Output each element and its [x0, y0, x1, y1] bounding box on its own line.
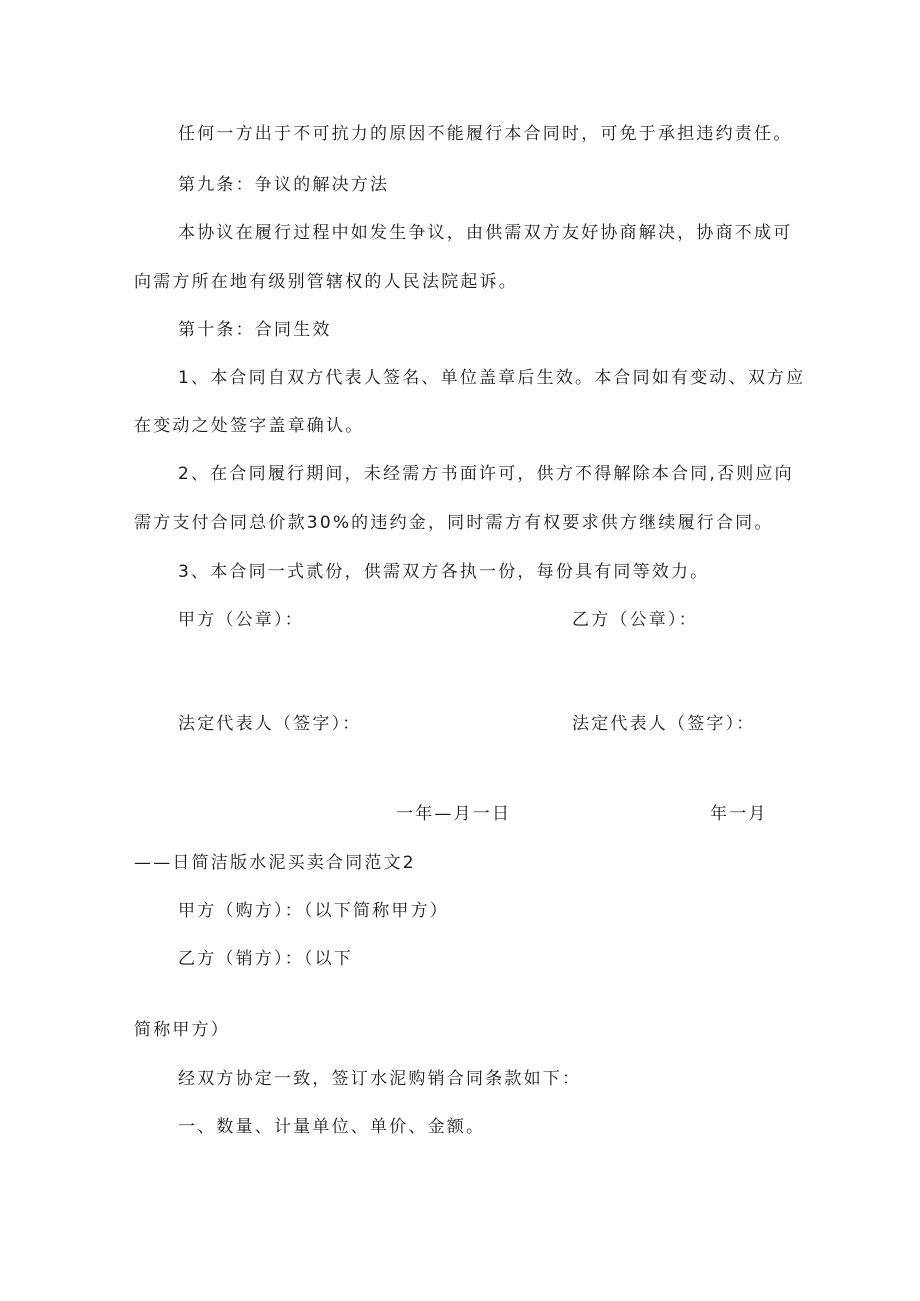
clause-1-line2: 在变动之处签字盖章确认。 — [134, 416, 365, 436]
date-b: 年一月 — [710, 804, 768, 824]
party-a-seal-label: 甲方（公章）： — [178, 610, 304, 630]
paragraph-dispute-line2: 向需方所在地有级别管辖权的人民法院起诉。 — [134, 272, 518, 292]
clause-2-line1: 2、在合同履行期间，未经需方书面许可，供方不得解除本合同,否则应向 — [178, 464, 794, 484]
clause-2-line2: 需方支付合同总价款30%的违约金，同时需方有权要求供方继续履行合同。 — [134, 513, 774, 533]
buyer-line: 甲方（购方）：（以下简称甲方） — [178, 901, 449, 921]
seller-line-continued: 简称甲方） — [134, 1020, 230, 1040]
next-contract-title: ——日简洁版水泥买卖合同范文2 — [134, 853, 416, 873]
date-a: 一年—月一日 — [396, 804, 512, 824]
clause-3: 3、本合同一式贰份，供需双方各执一份，每份具有同等效力。 — [178, 562, 710, 582]
article-10-title: 第十条：合同生效 — [178, 320, 332, 340]
agreement-intro: 经双方协定一致，签订水泥购销合同条款如下： — [178, 1069, 582, 1089]
legal-rep-a-label: 法定代表人（签字）： — [178, 714, 362, 734]
seller-line: 乙方（销方）：（以下 — [178, 949, 353, 969]
legal-rep-b-label: 法定代表人（签字）： — [572, 714, 756, 734]
paragraph-force-majeure: 任何一方出于不可抗力的原因不能履行本合同时，可免于承担违约责任。 — [178, 124, 793, 144]
paragraph-dispute-line1: 本协议在履行过程中如发生争议，由供需双方友好协商解决，协商不成可 — [178, 223, 793, 243]
section-1-title: 一、数量、计量单位、单价、金额。 — [178, 1117, 486, 1137]
clause-1-line1: 1、本合同自双方代表人签名、单位盖章后生效。本合同如有变动、双方应 — [178, 368, 806, 388]
article-9-title: 第九条：争议的解决方法 — [178, 175, 390, 195]
party-b-seal-label: 乙方（公章）： — [572, 610, 698, 630]
